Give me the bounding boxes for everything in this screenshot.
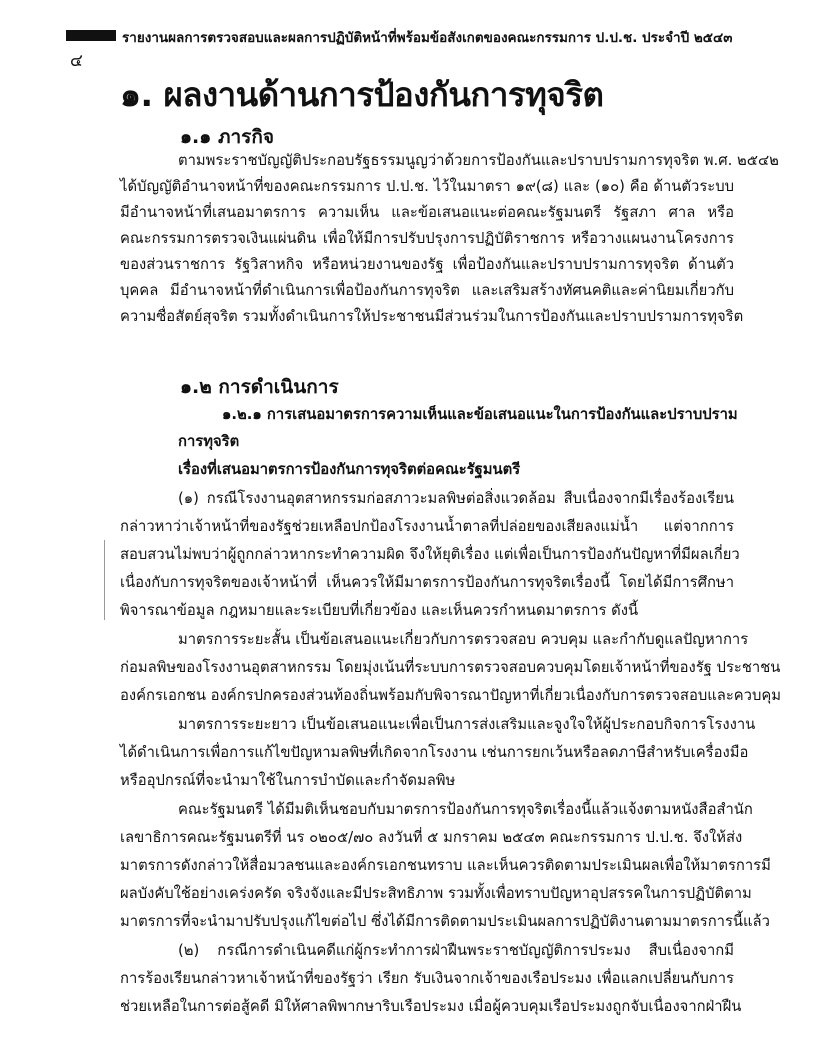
margin-line <box>104 540 105 620</box>
paragraph-line: มีอำนาจหน้าที่เสนอมาตรการ ความเห็น และข้อเสนอแนะต่อคณะรัฐมนตรี รัฐสภา ศาล หรือ <box>120 204 734 221</box>
paragraph-line: พิจารณาข้อมูล กฎหมายและระเบียบที่เกี่ยวข้อง และเห็นควรกำหนดมาตรการ ดังนี้ <box>120 602 639 619</box>
paragraph-line: (๑) กรณีโรงงานอุตสาหกรรมก่อสภาวะมลพิษต่อสิ่งแวดล้อม สืบเนื่องจากมีเรื่องร้องเรียน <box>178 490 734 507</box>
paragraph-line: หรืออุปกรณ์ที่จะนำมาใช้ในการบำบัดและกำจัดมลพิษ <box>120 772 456 789</box>
topic-heading: เรื่องที่เสนอมาตรการป้องกันการทุจริตต่อคณะรัฐมนตรี <box>178 461 521 478</box>
paragraph-line: คณะกรรมการตรวจเงินแผ่นดิน เพื่อให้มีการปรับปรุงการปฏิบัติราชการ หรือวางแผนงานโครงการ <box>120 230 734 247</box>
header-bar <box>66 30 116 41</box>
section-heading-operations: ๑.๒ การดำเนินการ <box>180 376 339 398</box>
chapter-title: ๑. ผลงานด้านการป้องกันการทุจริต <box>120 75 604 114</box>
subsection-heading: ๑.๒.๑ การเสนอมาตรการความเห็นและข้อเสนอแนะในการป้องกันและปราบปราม <box>222 406 738 423</box>
running-header: รายงานผลการตรวจสอบและผลการปฏิบัติหน้าที่พร้อมข้อสังเกตของคณะกรรมการ ป.ป.ช. ประจำปี ๒๕๔๓ <box>122 30 733 46</box>
paragraph-line: ผลบังคับใช้อย่างเคร่งครัด จริงจังและมีประสิทธิภาพ รวมทั้งเพื่อทราบปัญหาอุปสรรคในการปฏิบัติตาม <box>120 885 752 902</box>
paragraph-line: มาตรการระยะสั้น เป็นข้อเสนอแนะเกี่ยวกับการตรวจสอบ ควบคุม และกำกับดูแลปัญหาการ <box>178 631 749 648</box>
paragraph-line: ได้บัญญัติอำนาจหน้าที่ของคณะกรรมการ ป.ป.ช. ไว้ในมาตรา ๑๙(๘) และ (๑๐) คือ ด้านตัวระบบ <box>120 178 734 195</box>
paragraph-line: บุคคล มีอำนาจหน้าที่ดำเนินการเพื่อป้องกันการทุจริต และเสริมสร้างทัศนคติและค่านิยมเกี่ยวกับ <box>120 282 734 299</box>
paragraph-line: องค์กรเอกชน องค์กรปกครองส่วนท้องถิ่นพร้อมกับพิจารณาปัญหาที่เกี่ยวเนื่องกับการตรวจสอบและควบคุม <box>120 687 782 704</box>
paragraph-line: ของส่วนราชการ รัฐวิสาหกิจ หรือหน่วยงานของรัฐ เพื่อป้องกันและปราบปรามการทุจริต ด้านตัว <box>120 256 734 273</box>
paragraph-line: ก่อมลพิษของโรงงานอุตสาหกรรม โดยมุ่งเน้นที่ระบบการตรวจสอบควบคุมโดยเจ้าหน้าที่ของรัฐ ประชาชน <box>120 659 781 676</box>
paragraph-line: ได้ดำเนินการเพื่อการแก้ไขปัญหามลพิษที่เกิดจากโรงงาน เช่นการยกเว้นหรือลดภาษีสำหรับเครื่องมือ <box>120 744 749 761</box>
paragraph-line: ความซื่อสัตย์สุจริต รวมทั้งดำเนินการให้ประชาชนมีส่วนร่วมในการป้องกันและปราบปรามการทุจริต <box>120 308 744 325</box>
paragraph-line: ตามพระราชบัญญัติประกอบรัฐธรรมนูญว่าด้วยการป้องกันและปราบปรามการทุจริต พ.ศ. ๒๕๔๒ <box>178 152 779 169</box>
paragraph-line: เนื่องกับการทุจริตของเจ้าหน้าที่ เห็นควรให้มีมาตรการป้องกันการทุจริตเรื่องนี้ โดยได้มีการศึกษา <box>120 574 734 591</box>
paragraph-line: มาตรการระยะยาว เป็นข้อเสนอแนะเพื่อเป็นการส่งเสริมและจูงใจให้ผู้ประกอบกิจการโรงงาน <box>178 716 756 733</box>
paragraph-line: (๒) กรณีการดำเนินคดีแก่ผู้กระทำการฝ่าฝืนพระราชบัญญัติการประมง สืบเนื่องจากมี <box>178 942 734 959</box>
paragraph-line: สอบสวนไม่พบว่าผู้ถูกกล่าวหากระทำความผิด จึงให้ยุติเรื่อง แต่เพื่อเป็นการป้องกันปัญหาที่มีผลเกี่ยว <box>120 546 740 563</box>
paragraph-line: มาตรการดังกล่าวให้สื่อมวลชนและองค์กรเอกชนทราบ และเห็นควรติดตามประเมินผลเพื่อให้มาตรการมี <box>120 857 771 874</box>
paragraph-line: การร้องเรียนกล่าวหาเจ้าหน้าที่ของรัฐว่า เรียก รับเงินจากเจ้าของเรือประมง เพื่อแลกเปลี่ยนกับการ <box>120 970 734 987</box>
paragraph-line: มาตรการที่จะนำมาปรับปรุงแก้ไขต่อไป ซึ่งได้มีการติดตามประเมินผลการปฏิบัติงานตามมาตรการนี้แล้ว <box>120 913 770 930</box>
paragraph-line: กล่าวหาว่าเจ้าหน้าที่ของรัฐช่วยเหลือปกป้องโรงงานน้ำตาลที่ปล่อยของเสียลงแม่น้ำ แต่จากการ <box>120 518 734 535</box>
subsection-heading-cont: การทุจริต <box>178 433 240 450</box>
section-heading-mission: ๑.๑ ภารกิจ <box>180 126 274 148</box>
paragraph-line: คณะรัฐมนตรี ได้มีมติเห็นชอบกับมาตรการป้องกันการทุจริตเรื่องนี้แล้วแจ้งตามหนังสือสำนัก <box>178 801 753 818</box>
paragraph-line: เลขาธิการคณะรัฐมนตรีที่ นร ๐๒๐๕/๗๐ ลงวันที่ ๕ มกราคม ๒๕๔๓ คณะกรรมการ ป.ป.ช. จึงให้ส่ง <box>120 829 743 846</box>
page-number: ๔ <box>70 51 83 71</box>
paragraph-line: ช่วยเหลือในการต่อสู้คดี มิให้ศาลพิพากษาริบเรือประมง เมื่อผู้ควบคุมเรือประมงถูกจับเนื่องจากฝ่าฝืน <box>120 998 742 1015</box>
